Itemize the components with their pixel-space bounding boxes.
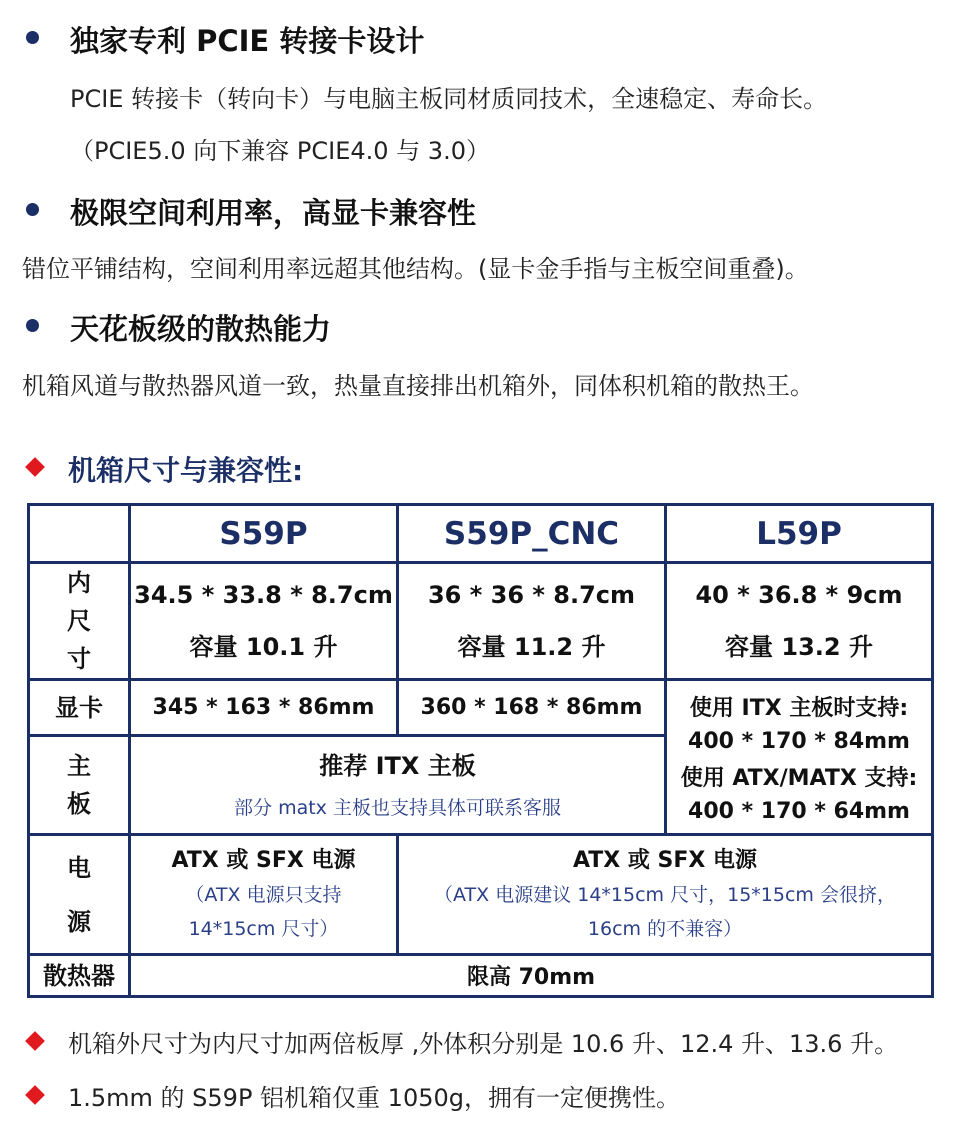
feature-1-line-1: PCIE 转接卡（转向卡）与电脑主板同材质同技术，全速稳定、寿命长。 xyxy=(70,85,828,113)
l59p-support xyxy=(667,681,931,833)
feature-2-title: 极限空间利用率，高显卡兼容性 xyxy=(70,196,477,230)
l59p-support-line: 400 * 170 * 64mm xyxy=(688,798,910,824)
gpu-s59p-cnc: 360 * 168 * 86mm xyxy=(420,695,643,720)
psu-main: ATX 或 SFX 电源 xyxy=(572,848,758,873)
inner-capacity: 容量 10.1 升 xyxy=(189,632,338,661)
inner-size: 36 * 36 * 8.7cm xyxy=(427,580,636,609)
board-note: 部分 matx 主板也支持具体可联系客服 xyxy=(234,796,561,819)
row-label-inner-size xyxy=(30,564,128,678)
psu-note: 16cm 的不兼容） xyxy=(587,918,743,940)
board-main: 推荐 ITX 主板 xyxy=(319,751,476,780)
feature-3-title: 天花板级的散热能力 xyxy=(70,312,332,346)
inner-capacity: 容量 13.2 升 xyxy=(725,632,873,661)
row-label-char: 寸 xyxy=(67,645,91,673)
row-label-psu xyxy=(30,836,128,953)
row-label-char: 主 xyxy=(67,752,91,780)
cooler-limit: 限高 70mm xyxy=(466,965,596,990)
psu-s59p-cnc-l59p xyxy=(399,836,931,953)
bullet-dot-icon xyxy=(26,31,39,44)
row-label-cooler: 散热器 xyxy=(43,961,115,990)
row-label-char: 尺 xyxy=(67,607,91,635)
header-s59p-cnc: S59P_CNC xyxy=(443,515,620,552)
red-diamond-icon xyxy=(25,1085,45,1105)
board-cell xyxy=(131,737,664,833)
footnote-1: 机箱外尺寸为内尺寸加两倍板厚 ,外体积分别是 10.6 升、12.4 升、13.6 升。 xyxy=(68,1030,899,1058)
spec-table xyxy=(27,503,934,998)
row-label-char: 板 xyxy=(67,790,91,818)
psu-note: 14*15cm 尺寸） xyxy=(188,918,339,940)
red-diamond-icon xyxy=(25,1031,45,1051)
inner-capacity: 容量 11.2 升 xyxy=(457,632,606,661)
section-title: 机箱尺寸与兼容性: xyxy=(68,454,304,487)
l59p-support-line: 400 * 170 * 84mm xyxy=(688,728,910,754)
l59p-support-line: 使用 ATX/MATX 支持: xyxy=(680,765,918,791)
row-label-char: 电 xyxy=(67,853,91,882)
header-l59p: L59P xyxy=(756,515,842,552)
inner-size: 40 * 36.8 * 9cm xyxy=(695,580,903,609)
inner-l59p xyxy=(667,564,931,678)
row-label-board xyxy=(30,737,128,833)
footnote-2: 1.5mm 的 S59P 铝机箱仅重 1050g，拥有一定便携性。 xyxy=(68,1084,680,1112)
bullet-dot-icon xyxy=(26,203,39,216)
inner-s59p xyxy=(131,564,396,678)
feature-2-line-1: 错位平铺结构，空间利用率远超其他结构。(显卡金手指与主板空间重叠)。 xyxy=(22,255,809,283)
feature-3-line-1: 机箱风道与散热器风道一致，热量直接排出机箱外，同体积机箱的散热王。 xyxy=(22,372,814,400)
header-s59p: S59P xyxy=(219,515,308,552)
feature-1-line-2: （PCIE5.0 向下兼容 PCIE4.0 与 3.0） xyxy=(70,137,490,165)
row-label-char: 源 xyxy=(67,907,91,936)
inner-size: 34.5 * 33.8 * 8.7cm xyxy=(134,580,393,609)
feature-1-title: 独家专利 PCIE 转接卡设计 xyxy=(70,24,425,58)
bullet-dot-icon xyxy=(26,319,39,332)
red-diamond-icon xyxy=(25,457,45,477)
psu-main: ATX 或 SFX 电源 xyxy=(171,848,356,873)
psu-note: （ATX 电源只支持 xyxy=(185,884,342,906)
gpu-s59p: 345 * 163 * 86mm xyxy=(152,695,375,720)
row-label-gpu: 显卡 xyxy=(55,693,103,722)
l59p-support-line: 使用 ITX 主板时支持: xyxy=(689,695,909,721)
row-label-char: 内 xyxy=(67,569,91,597)
psu-note: （ATX 电源建议 14*15cm 尺寸，15*15cm 会很挤， xyxy=(434,884,896,906)
inner-s59p-cnc xyxy=(399,564,664,678)
psu-s59p xyxy=(131,836,396,953)
